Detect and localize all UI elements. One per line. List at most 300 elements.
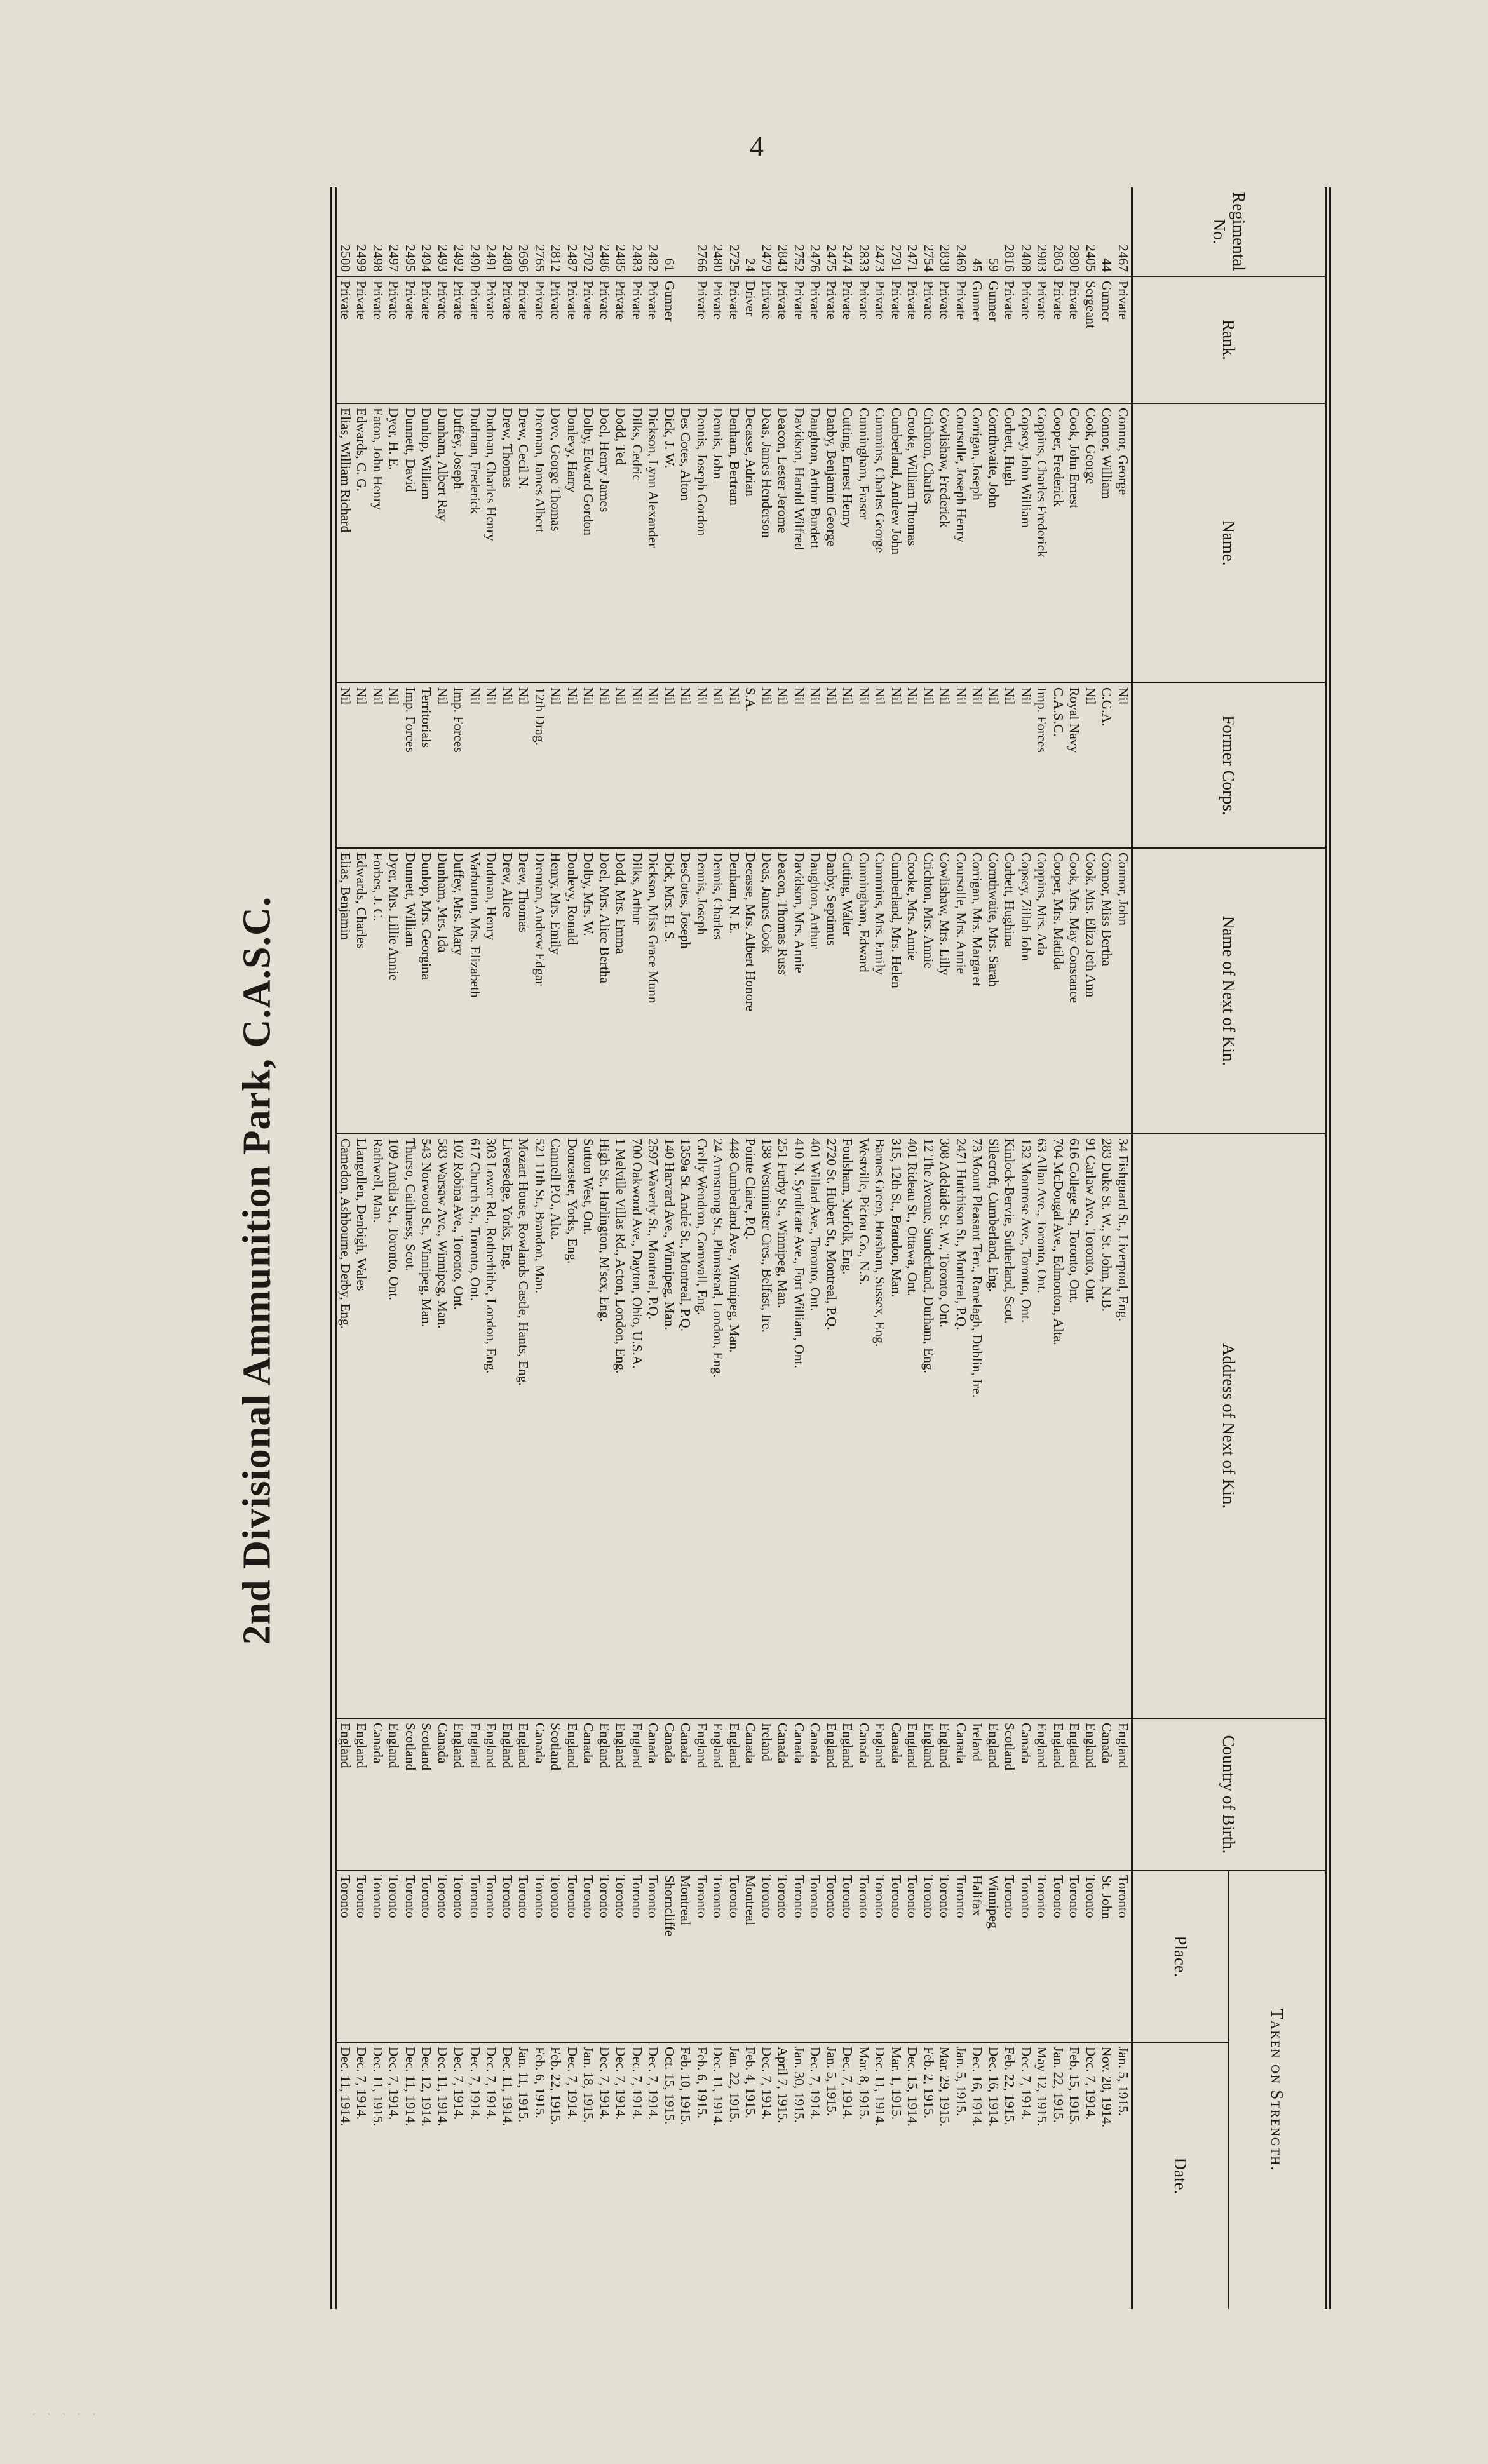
cell-address: Liversedge, Yorks, Eng. xyxy=(499,1134,516,1718)
cell-former-corps: Nil xyxy=(839,683,856,848)
table-row xyxy=(612,187,629,2309)
cell-former-corps: Nil xyxy=(386,683,402,848)
cell-next-of-kin: DesCotes, Joseph xyxy=(677,848,694,1134)
cell-rank: Private xyxy=(759,276,775,403)
cell-rank: Private xyxy=(1034,276,1050,403)
cell-rank: Sergeant xyxy=(1083,276,1099,403)
cell-next-of-kin: Dudman, Henry xyxy=(483,848,499,1134)
cell-regimental-no: 2485 xyxy=(612,187,629,276)
cell-country: Canada xyxy=(888,1718,905,1871)
cell-rank: Gunner xyxy=(969,276,985,403)
cell-name: Des Cotes, Alton xyxy=(677,403,694,683)
cell-place: Toronto xyxy=(1083,1871,1099,2042)
cell-name: Donlevy, Harry xyxy=(564,403,581,683)
table-row xyxy=(645,187,661,2309)
cell-place: Toronto xyxy=(921,1871,937,2042)
cell-country: England xyxy=(515,1718,532,1871)
cell-place: Toronto xyxy=(1050,1871,1067,2042)
cell-next-of-kin: Crichton, Mrs. Annie xyxy=(921,848,937,1134)
cell-regimental-no: 2494 xyxy=(418,187,435,276)
header-former-corps: Former Corps. xyxy=(1132,683,1325,848)
cell-regimental-no: 2488 xyxy=(499,187,516,276)
cell-name: Deas, James Henderson xyxy=(759,403,775,683)
cell-name: Crichton, Charles xyxy=(921,403,937,683)
cell-address: Doncaster, Yorks, Eng. xyxy=(564,1134,581,1718)
cell-address: 521 11th St., Brandon, Man. xyxy=(532,1134,548,1718)
cell-rank: Private xyxy=(450,276,467,403)
cell-rank: Private xyxy=(1001,276,1018,403)
cell-name: Corrigan, Joseph xyxy=(969,403,985,683)
cell-name: Dunnett, David xyxy=(402,403,419,683)
roster-table-rotated xyxy=(232,187,1331,2309)
cell-next-of-kin: Drew, Thomas xyxy=(515,848,532,1134)
cell-name: Deacon, Lester Jerome xyxy=(774,403,791,683)
cell-address: 1 Melville Villas Rd., Acton, London, Eng. xyxy=(612,1134,629,1718)
cell-next-of-kin: Drennan, Andrew Edgar xyxy=(532,848,548,1134)
cell-rank: Private xyxy=(953,276,970,403)
cell-name: Duffey, Joseph xyxy=(450,403,467,683)
cell-country: England xyxy=(710,1718,726,1871)
header-rank: Rank. xyxy=(1132,276,1325,403)
cell-regimental-no: 2812 xyxy=(548,187,564,276)
cell-country: Ireland xyxy=(759,1718,775,1871)
table-row xyxy=(483,187,499,2309)
cell-place: Toronto xyxy=(710,1871,726,2042)
cell-former-corps: Nil xyxy=(888,683,905,848)
cell-former-corps: Nil xyxy=(435,683,451,848)
cell-former-corps: Nil xyxy=(856,683,872,848)
cell-former-corps: Nil xyxy=(985,683,1002,848)
cell-name: Cummins, Charles George xyxy=(872,403,888,683)
cell-rank: Private xyxy=(580,276,597,403)
cell-former-corps: Nil xyxy=(937,683,953,848)
cell-place: Toronto xyxy=(645,1871,661,2042)
cell-regimental-no: 2791 xyxy=(888,187,905,276)
header-address: Address of Next of Kin. xyxy=(1132,1134,1325,1718)
cell-address: 283 Duke St. W., St. John, N.B. xyxy=(1099,1134,1115,1718)
cell-former-corps: Nil xyxy=(1115,683,1132,848)
cell-next-of-kin: Dolby, Mrs. W. xyxy=(580,848,597,1134)
cell-address: 401 Willard Ave., Toronto, Ont. xyxy=(807,1134,823,1718)
table-row xyxy=(759,187,775,2309)
cell-next-of-kin: Deas, James Cook xyxy=(759,848,775,1134)
cell-address: Mozart House, Rowlands Castle, Hants, Eng. xyxy=(515,1134,532,1718)
cell-country: England xyxy=(823,1718,840,1871)
cell-address: 543 Norwood St., Winnipeg, Man. xyxy=(418,1134,435,1718)
cell-next-of-kin: Cummins, Mrs. Emily xyxy=(872,848,888,1134)
cell-address: 448 Cumberland Ave., Winnipeg, Man. xyxy=(726,1134,743,1718)
cell-regimental-no: 45 xyxy=(969,187,985,276)
cell-address: 617 Church St., Toronto, Ont. xyxy=(467,1134,484,1718)
cell-address: 138 Westminster Cres., Belfast, Ire. xyxy=(759,1134,775,1718)
table-top-rule xyxy=(1325,187,1331,2309)
cell-date: Jan. 22, 1915. xyxy=(727,2047,742,2124)
cell-date: Dec. 7, 1914. xyxy=(630,2047,645,2120)
cell-regimental-no: 2499 xyxy=(353,187,370,276)
cell-regimental-no: 2833 xyxy=(856,187,872,276)
roster-table xyxy=(337,187,1325,2309)
cell-date: Feb. 2, 1915. xyxy=(921,2047,937,2118)
table-row xyxy=(872,187,888,2309)
cell-country: England xyxy=(337,1718,354,1871)
table-row xyxy=(823,187,840,2309)
cell-regimental-no: 2469 xyxy=(953,187,970,276)
cell-place: Toronto xyxy=(839,1871,856,2042)
cell-regimental-no: 2491 xyxy=(483,187,499,276)
cell-date: Feb. 22, 1915. xyxy=(548,2047,564,2125)
cell-name: Cornthwaite, John xyxy=(985,403,1002,683)
cell-place: Toronto xyxy=(888,1871,905,2042)
table-row xyxy=(450,187,467,2309)
cell-country: Canada xyxy=(645,1718,661,1871)
cell-place: Toronto xyxy=(483,1871,499,2042)
cell-place: Toronto xyxy=(402,1871,419,2042)
cell-regimental-no: 2467 xyxy=(1115,187,1132,276)
cell-date: Dec. 11, 1915. xyxy=(370,2047,386,2127)
table-row xyxy=(548,187,564,2309)
cell-regimental-no: 2495 xyxy=(402,187,419,276)
cell-date: Jan. 30, 1915. xyxy=(792,2047,807,2124)
cell-former-corps: Nil xyxy=(774,683,791,848)
cell-next-of-kin: Forbes, J. C. xyxy=(370,848,386,1134)
cell-former-corps: Nil xyxy=(564,683,581,848)
cell-date: Dec. 7, 1914. xyxy=(484,2047,499,2120)
cell-rank: Private xyxy=(726,276,743,403)
cell-next-of-kin: Donlevy, Ronald xyxy=(564,848,581,1134)
cell-place: Montreal xyxy=(677,1871,694,2042)
cell-name: Dick, J. W. xyxy=(661,403,678,683)
cell-former-corps: Nil xyxy=(904,683,921,848)
cell-date: Dec. 11, 1914. xyxy=(403,2047,418,2127)
cell-former-corps: Nil xyxy=(515,683,532,848)
table-row xyxy=(515,187,532,2309)
cell-country: England xyxy=(904,1718,921,1871)
cell-date: Dec. 7, 1914. xyxy=(613,2047,629,2120)
cell-name: Cowlishaw, Frederick xyxy=(937,403,953,683)
cell-rank: Gunner xyxy=(985,276,1002,403)
cell-regimental-no: 24 xyxy=(742,187,759,276)
cell-former-corps: Nil xyxy=(823,683,840,848)
cell-country: England xyxy=(839,1718,856,1871)
cell-name: Dennis, John xyxy=(710,403,726,683)
cell-country: Canada xyxy=(580,1718,597,1871)
cell-date: Dec. 7, 1914. xyxy=(1083,2047,1099,2120)
cell-address: 132 Montrose Ave., Toronto, Ont. xyxy=(1018,1134,1034,1718)
cell-place: Toronto xyxy=(937,1871,953,2042)
cell-name: Connor, William xyxy=(1099,403,1115,683)
cell-former-corps: Nil xyxy=(612,683,629,848)
cell-rank: Private xyxy=(1050,276,1067,403)
cell-next-of-kin: Dunham, Mrs. Ida xyxy=(435,848,451,1134)
cell-place: Toronto xyxy=(823,1871,840,2042)
cell-next-of-kin: Deacon, Thomas Russ xyxy=(774,848,791,1134)
table-row xyxy=(694,187,710,2309)
cell-country: England xyxy=(467,1718,484,1871)
cell-former-corps: Nil xyxy=(710,683,726,848)
cell-country: England xyxy=(612,1718,629,1871)
cell-country: England xyxy=(353,1718,370,1871)
cell-former-corps: Nil xyxy=(597,683,613,848)
cell-name: Doel, Henry James xyxy=(597,403,613,683)
cell-next-of-kin: Cook, Mrs. May Constance xyxy=(1066,848,1083,1134)
cell-former-corps: Royal Navy xyxy=(1066,683,1083,848)
cell-rank: Private xyxy=(548,276,564,403)
cell-rank: Private xyxy=(629,276,646,403)
cell-date: Jan. 5, 1915. xyxy=(824,2047,839,2117)
cell-former-corps: Nil xyxy=(677,683,694,848)
cell-date: Mar. 8, 1915. xyxy=(856,2047,872,2120)
cell-date: Jan. 18, 1915. xyxy=(581,2047,597,2124)
cell-address: 616 College St., Toronto, Ont. xyxy=(1066,1134,1083,1718)
cell-name: Dolby, Edward Gordon xyxy=(580,403,597,683)
cell-date: Dec. 7, 1914. xyxy=(468,2047,483,2120)
cell-rank: Private xyxy=(353,276,370,403)
cell-name: Dudman, Charles Henry xyxy=(483,403,499,683)
cell-address: Kinlock-Bervie, Sutherland, Scot. xyxy=(1001,1134,1018,1718)
cell-rank: Private xyxy=(807,276,823,403)
cell-rank: Private xyxy=(386,276,402,403)
cell-name: Denham, Bertram xyxy=(726,403,743,683)
cell-place: Toronto xyxy=(353,1871,370,2042)
cell-rank: Private xyxy=(872,276,888,403)
cell-date: Dec. 11, 1914. xyxy=(710,2047,726,2127)
cell-rank: Gunner xyxy=(661,276,678,403)
table-row xyxy=(774,187,791,2309)
cell-name: Cook, John Ernest xyxy=(1066,403,1083,683)
table-row xyxy=(937,187,953,2309)
table-row xyxy=(435,187,451,2309)
table-row xyxy=(1001,187,1018,2309)
margin-marks: · · · · · xyxy=(32,2407,100,2421)
cell-former-corps: Nil xyxy=(645,683,661,848)
table-row xyxy=(921,187,937,2309)
cell-regimental-no: 61 xyxy=(661,187,678,276)
cell-address: 315, 12th St., Brandon, Man. xyxy=(888,1134,905,1718)
cell-former-corps: Nil xyxy=(1001,683,1018,848)
cell-country: Canada xyxy=(774,1718,791,1871)
cell-name: Dilks, Cedric xyxy=(629,403,646,683)
cell-place: Halifax xyxy=(969,1871,985,2042)
cell-name: Dennis, Joseph Gordon xyxy=(694,403,710,683)
header-place: Place. xyxy=(1132,1871,1229,2042)
cell-address: Thurso, Caithness, Scot. xyxy=(402,1134,419,1718)
cell-rank: Private xyxy=(856,276,872,403)
cell-former-corps: Nil xyxy=(759,683,775,848)
cell-rank: Private xyxy=(921,276,937,403)
cell-regimental-no: 2475 xyxy=(823,187,840,276)
cell-address: 704 McDougal Ave., Edmonton, Alta. xyxy=(1050,1134,1067,1718)
cell-regimental-no: 2752 xyxy=(791,187,808,276)
cell-regimental-no: 2471 xyxy=(904,187,921,276)
cell-former-corps: Nil xyxy=(370,683,386,848)
cell-address: 91 Carlaw Ave., Toronto, Ont. xyxy=(1083,1134,1099,1718)
cell-date: Dec. 7, 1914. xyxy=(808,2047,823,2120)
cell-rank: Private xyxy=(597,276,613,403)
cell-address: Cannell P.O., Alta. xyxy=(548,1134,564,1718)
table-row xyxy=(337,187,354,2309)
cell-place: Toronto xyxy=(532,1871,548,2042)
cell-next-of-kin: Corrigan, Mrs. Margaret xyxy=(969,848,985,1134)
cell-name: Cumberland, Andrew John xyxy=(888,403,905,683)
cell-country: England xyxy=(450,1718,467,1871)
cell-address: Barnes Green, Horsham, Sussex, Eng. xyxy=(872,1134,888,1718)
cell-address: 308 Adelaide St. W., Toronto, Ont. xyxy=(937,1134,953,1718)
cell-address: High St., Harlington, M'sex, Eng. xyxy=(597,1134,613,1718)
table-row xyxy=(386,187,402,2309)
cell-place: Toronto xyxy=(629,1871,646,2042)
cell-place: Toronto xyxy=(450,1871,467,2042)
cell-name: Connor, George xyxy=(1115,403,1132,683)
cell-country: Canada xyxy=(856,1718,872,1871)
cell-country: England xyxy=(499,1718,516,1871)
table-row xyxy=(1018,187,1034,2309)
cell-place: Toronto xyxy=(726,1871,743,2042)
table-row xyxy=(969,187,985,2309)
cell-name: Elias, William Richard xyxy=(337,403,354,683)
cell-rank: Private xyxy=(402,276,419,403)
cell-name: Dunham, Albert Ray xyxy=(435,403,451,683)
cell-date: Feb. 15, 1915. xyxy=(1067,2047,1083,2125)
cell-rank: Gunner xyxy=(1099,276,1115,403)
cell-name: Drennan, James Albert xyxy=(532,403,548,683)
cell-former-corps: S.A. xyxy=(742,683,759,848)
cell-regimental-no: 2476 xyxy=(807,187,823,276)
cell-regimental-no: 2816 xyxy=(1001,187,1018,276)
cell-country: England xyxy=(872,1718,888,1871)
table-row xyxy=(532,187,548,2309)
cell-country: England xyxy=(921,1718,937,1871)
cell-regimental-no: 2765 xyxy=(532,187,548,276)
cell-rank: Private xyxy=(435,276,451,403)
cell-date: Jan. 22, 1915. xyxy=(1051,2047,1066,2124)
cell-next-of-kin: Cunningham, Edward xyxy=(856,848,872,1134)
cell-address: Llangollen, Denbigh, Wales xyxy=(353,1134,370,1718)
cell-former-corps: Nil xyxy=(467,683,484,848)
cell-date: Dec. 7, 1914. xyxy=(386,2047,402,2120)
cell-next-of-kin: Drew, Alice xyxy=(499,848,516,1134)
cell-country: England xyxy=(1034,1718,1050,1871)
cell-regimental-no: 2863 xyxy=(1050,187,1067,276)
cell-address: 700 Oakwood Ave., Dayton, Ohio, U.S.A. xyxy=(629,1134,646,1718)
cell-next-of-kin: Elias, Benjamin xyxy=(337,848,354,1134)
table-row xyxy=(1099,187,1115,2309)
cell-date: Dec. 7, 1914. xyxy=(565,2047,580,2120)
cell-place: Toronto xyxy=(904,1871,921,2042)
cell-place: Toronto xyxy=(807,1871,823,2042)
cell-place: Toronto xyxy=(872,1871,888,2042)
cell-country: Canada xyxy=(370,1718,386,1871)
cell-former-corps: Nil xyxy=(580,683,597,848)
cell-address: 63 Allan Ave., Toronto, Ont. xyxy=(1034,1134,1050,1718)
cell-date: Nov. 20, 1914. xyxy=(1099,2047,1115,2128)
cell-next-of-kin: Dennis, Joseph xyxy=(694,848,710,1134)
cell-date: Dec. 11, 1914. xyxy=(500,2047,515,2127)
header-country: Country of Birth. xyxy=(1132,1718,1325,1871)
cell-next-of-kin: Crooke, Mrs. Annie xyxy=(904,848,921,1134)
cell-date: Dec. 7, 1914. xyxy=(646,2047,661,2120)
cell-country: England xyxy=(629,1718,646,1871)
cell-rank: Private xyxy=(483,276,499,403)
cell-name: Drew, Thomas xyxy=(499,403,516,683)
cell-former-corps: Nil xyxy=(807,683,823,848)
cell-regimental-no: 59 xyxy=(985,187,1002,276)
cell-regimental-no: 2766 xyxy=(694,187,710,276)
cell-place: Toronto xyxy=(612,1871,629,2042)
cell-place: St. John xyxy=(1099,1871,1115,2042)
cell-address: 102 Robina Ave., Toronto, Ont. xyxy=(450,1134,467,1718)
cell-place: Montreal xyxy=(742,1871,759,2042)
cell-address: Rathwell, Man. xyxy=(370,1134,386,1718)
cell-regimental-no: 2754 xyxy=(921,187,937,276)
cell-address: 2720 St. Hubert St., Montreal, P.Q. xyxy=(823,1134,840,1718)
table-row xyxy=(353,187,370,2309)
cell-country: Canada xyxy=(953,1718,970,1871)
table-row xyxy=(742,187,759,2309)
cell-next-of-kin: Denham, N. E. xyxy=(726,848,743,1134)
cell-date: Dec. 7, 1914. xyxy=(1018,2047,1034,2120)
cell-place: Toronto xyxy=(597,1871,613,2042)
cell-rank: Private xyxy=(499,276,516,403)
cell-date: Dec. 7, 1914. xyxy=(759,2047,774,2120)
cell-next-of-kin: Daughton, Arthur xyxy=(807,848,823,1134)
cell-regimental-no: 44 xyxy=(1099,187,1115,276)
cell-rank: Private xyxy=(710,276,726,403)
cell-next-of-kin: Doel, Mrs. Alice Bertha xyxy=(597,848,613,1134)
cell-next-of-kin: Dennis, Charles xyxy=(710,848,726,1134)
cell-next-of-kin: Cooper, Mrs. Matilda xyxy=(1050,848,1067,1134)
cell-place: Toronto xyxy=(1001,1871,1018,2042)
cell-name: Coppins, Charles Frederick xyxy=(1034,403,1050,683)
cell-date: Feb. 10, 1915. xyxy=(678,2047,694,2125)
cell-place: Toronto xyxy=(337,1871,354,2042)
cell-country: Ireland xyxy=(969,1718,985,1871)
header-taken-on-strength: Taken on Strength. xyxy=(1229,1871,1325,2309)
cell-former-corps: C.G.A. xyxy=(1099,683,1115,848)
cell-place: Toronto xyxy=(370,1871,386,2042)
table-row xyxy=(1034,187,1050,2309)
cell-next-of-kin: Cumberland, Mrs. Helen xyxy=(888,848,905,1134)
cell-country: Canada xyxy=(807,1718,823,1871)
cell-country: England xyxy=(937,1718,953,1871)
cell-former-corps: Nil xyxy=(726,683,743,848)
cell-regimental-no: 2480 xyxy=(710,187,726,276)
cell-date: Dec. 11, 1914. xyxy=(872,2047,888,2127)
cell-place: Toronto xyxy=(435,1871,451,2042)
cell-address: Camedon, Ashbourne, Derby, Eng. xyxy=(337,1134,354,1718)
cell-regimental-no: 2497 xyxy=(386,187,402,276)
cell-former-corps: Nil xyxy=(337,683,354,848)
cell-former-corps: Nil xyxy=(872,683,888,848)
cell-regimental-no: 2843 xyxy=(774,187,791,276)
table-row xyxy=(467,187,484,2309)
cell-name: Crooke, William Thomas xyxy=(904,403,921,683)
table-row xyxy=(499,187,516,2309)
cell-next-of-kin: Connor, Miss Bertha xyxy=(1099,848,1115,1134)
table-bottom-rule xyxy=(331,187,337,2309)
header-date: Date. xyxy=(1132,2042,1229,2309)
cell-address: 583 Warsaw Ave., Winnipeg, Man. xyxy=(435,1134,451,1718)
cell-address: 2471 Hutchison St., Montreal, P.Q. xyxy=(953,1134,970,1718)
cell-date: Dec. 12, 1914. xyxy=(419,2047,435,2127)
cell-rank: Private xyxy=(1066,276,1083,403)
cell-country: England xyxy=(1115,1718,1132,1871)
cell-rank: Private xyxy=(839,276,856,403)
cell-regimental-no: 2903 xyxy=(1034,187,1050,276)
table-row xyxy=(418,187,435,2309)
cell-regimental-no: 2483 xyxy=(629,187,646,276)
cell-next-of-kin: Copsey, Zillah John xyxy=(1018,848,1034,1134)
cell-rank: Private xyxy=(937,276,953,403)
